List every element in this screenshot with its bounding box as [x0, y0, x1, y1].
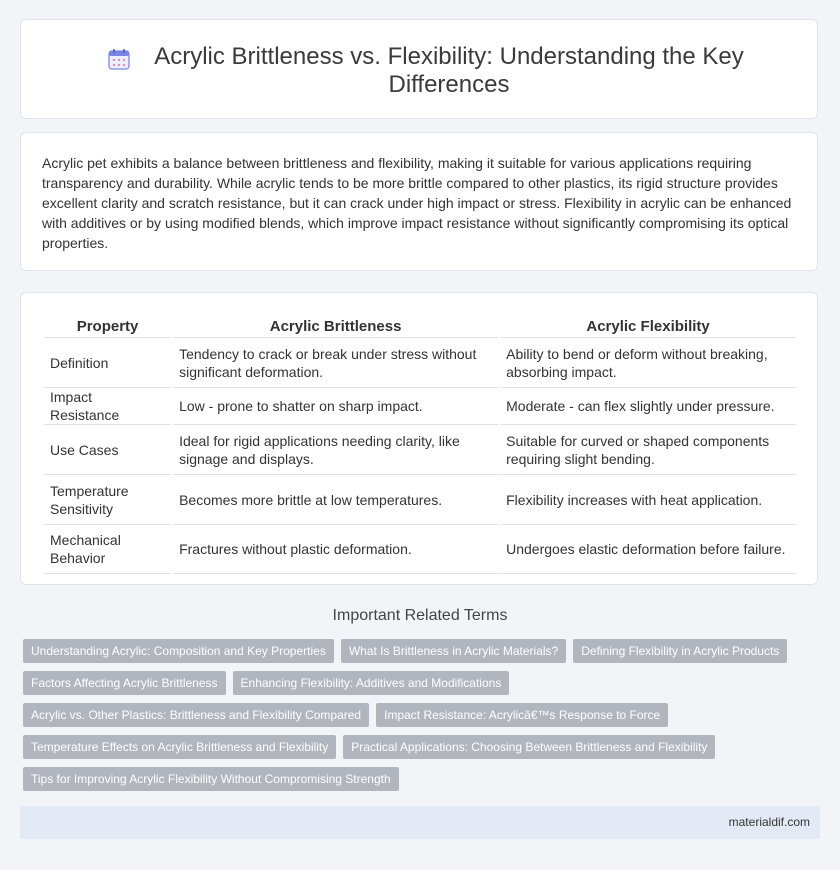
comparison-table — [42, 315, 798, 574]
related-term-tag[interactable]: Defining Flexibility in Acrylic Products — [573, 639, 787, 663]
related-term-tag[interactable]: Enhancing Flexibility: Additives and Modifications — [233, 671, 510, 695]
table-header-row — [44, 315, 796, 338]
table-cell: Undergoes elastic deformation before failure. — [500, 525, 796, 574]
table-cell: Low - prone to shatter on sharp impact. — [173, 388, 498, 425]
footer-site-name[interactable]: materialdif.com — [728, 815, 810, 829]
footer — [20, 806, 820, 839]
related-term-tag[interactable]: Tips for Improving Acrylic Flexibility Without Compromising Strength — [23, 767, 399, 791]
header-card — [20, 19, 818, 119]
table-cell: Becomes more brittle at low temperatures. — [173, 475, 498, 525]
column-header: Acrylic Brittleness — [173, 315, 498, 338]
related-term-tag[interactable]: Practical Applications: Choosing Between Brittleness and Flexibility — [343, 735, 715, 759]
table-cell: Definition — [44, 338, 171, 388]
table-cell: Fractures without plastic deformation. — [173, 525, 498, 574]
table-cell: Use Cases — [44, 425, 171, 475]
table-cell: Ability to bend or deform without breaking, absorbing impact. — [500, 338, 796, 388]
intro-card — [20, 132, 818, 271]
table-cell: Suitable for curved or shaped components requiring slight bending. — [500, 425, 796, 475]
related-terms-title: Important Related Terms — [332, 607, 508, 624]
table-cell: Flexibility increases with heat application. — [500, 475, 796, 525]
table-row — [44, 338, 796, 388]
related-term-tag[interactable]: Understanding Acrylic: Composition and Key Properties — [23, 639, 334, 663]
related-term-tag[interactable]: Acrylic vs. Other Plastics: Brittleness and Flexibility Compared — [23, 703, 369, 727]
comparison-table-card — [20, 292, 818, 585]
page-title: Acrylic Brittleness vs. Flexibility: Understanding the Key Differences — [154, 43, 744, 98]
related-terms-list — [23, 639, 803, 799]
table-cell: Mechanical Behavior — [44, 525, 171, 574]
related-term-tag[interactable]: Temperature Effects on Acrylic Brittleness and Flexibility — [23, 735, 336, 759]
table-row — [44, 525, 796, 574]
intro-paragraph: Acrylic pet exhibits a balance between brittleness and flexibility, making it suitable for various applications requiring transparency and durability. While acrylic tends to be more brittle compared to other plastics, its rigid structure provides excellent clarity and scratch resistance, but it can crack under high impact or stress. Flexibility in acrylic can be enhanced with additives or by using modified blends, which improve impact resistance without significantly compromising its optical properties. — [42, 155, 792, 251]
related-term-tag[interactable]: What Is Brittleness in Acrylic Materials? — [341, 639, 566, 663]
table-cell: Ideal for rigid applications needing clarity, like signage and displays. — [173, 425, 498, 475]
column-header: Acrylic Flexibility — [500, 315, 796, 338]
table-row — [44, 425, 796, 475]
table-cell: Moderate - can flex slightly under pressure. — [500, 388, 796, 425]
related-term-tag[interactable]: Factors Affecting Acrylic Brittleness — [23, 671, 226, 695]
table-row — [44, 475, 796, 525]
table-cell: Impact Resistance — [44, 388, 171, 425]
table-cell: Temperature Sensitivity — [44, 475, 171, 525]
column-header: Property — [44, 315, 171, 338]
table-row — [44, 388, 796, 425]
related-term-tag[interactable]: Impact Resistance: Acrylicâ€™s Response to Force — [376, 703, 668, 727]
table-cell: Tendency to crack or break under stress without significant deformation. — [173, 338, 498, 388]
